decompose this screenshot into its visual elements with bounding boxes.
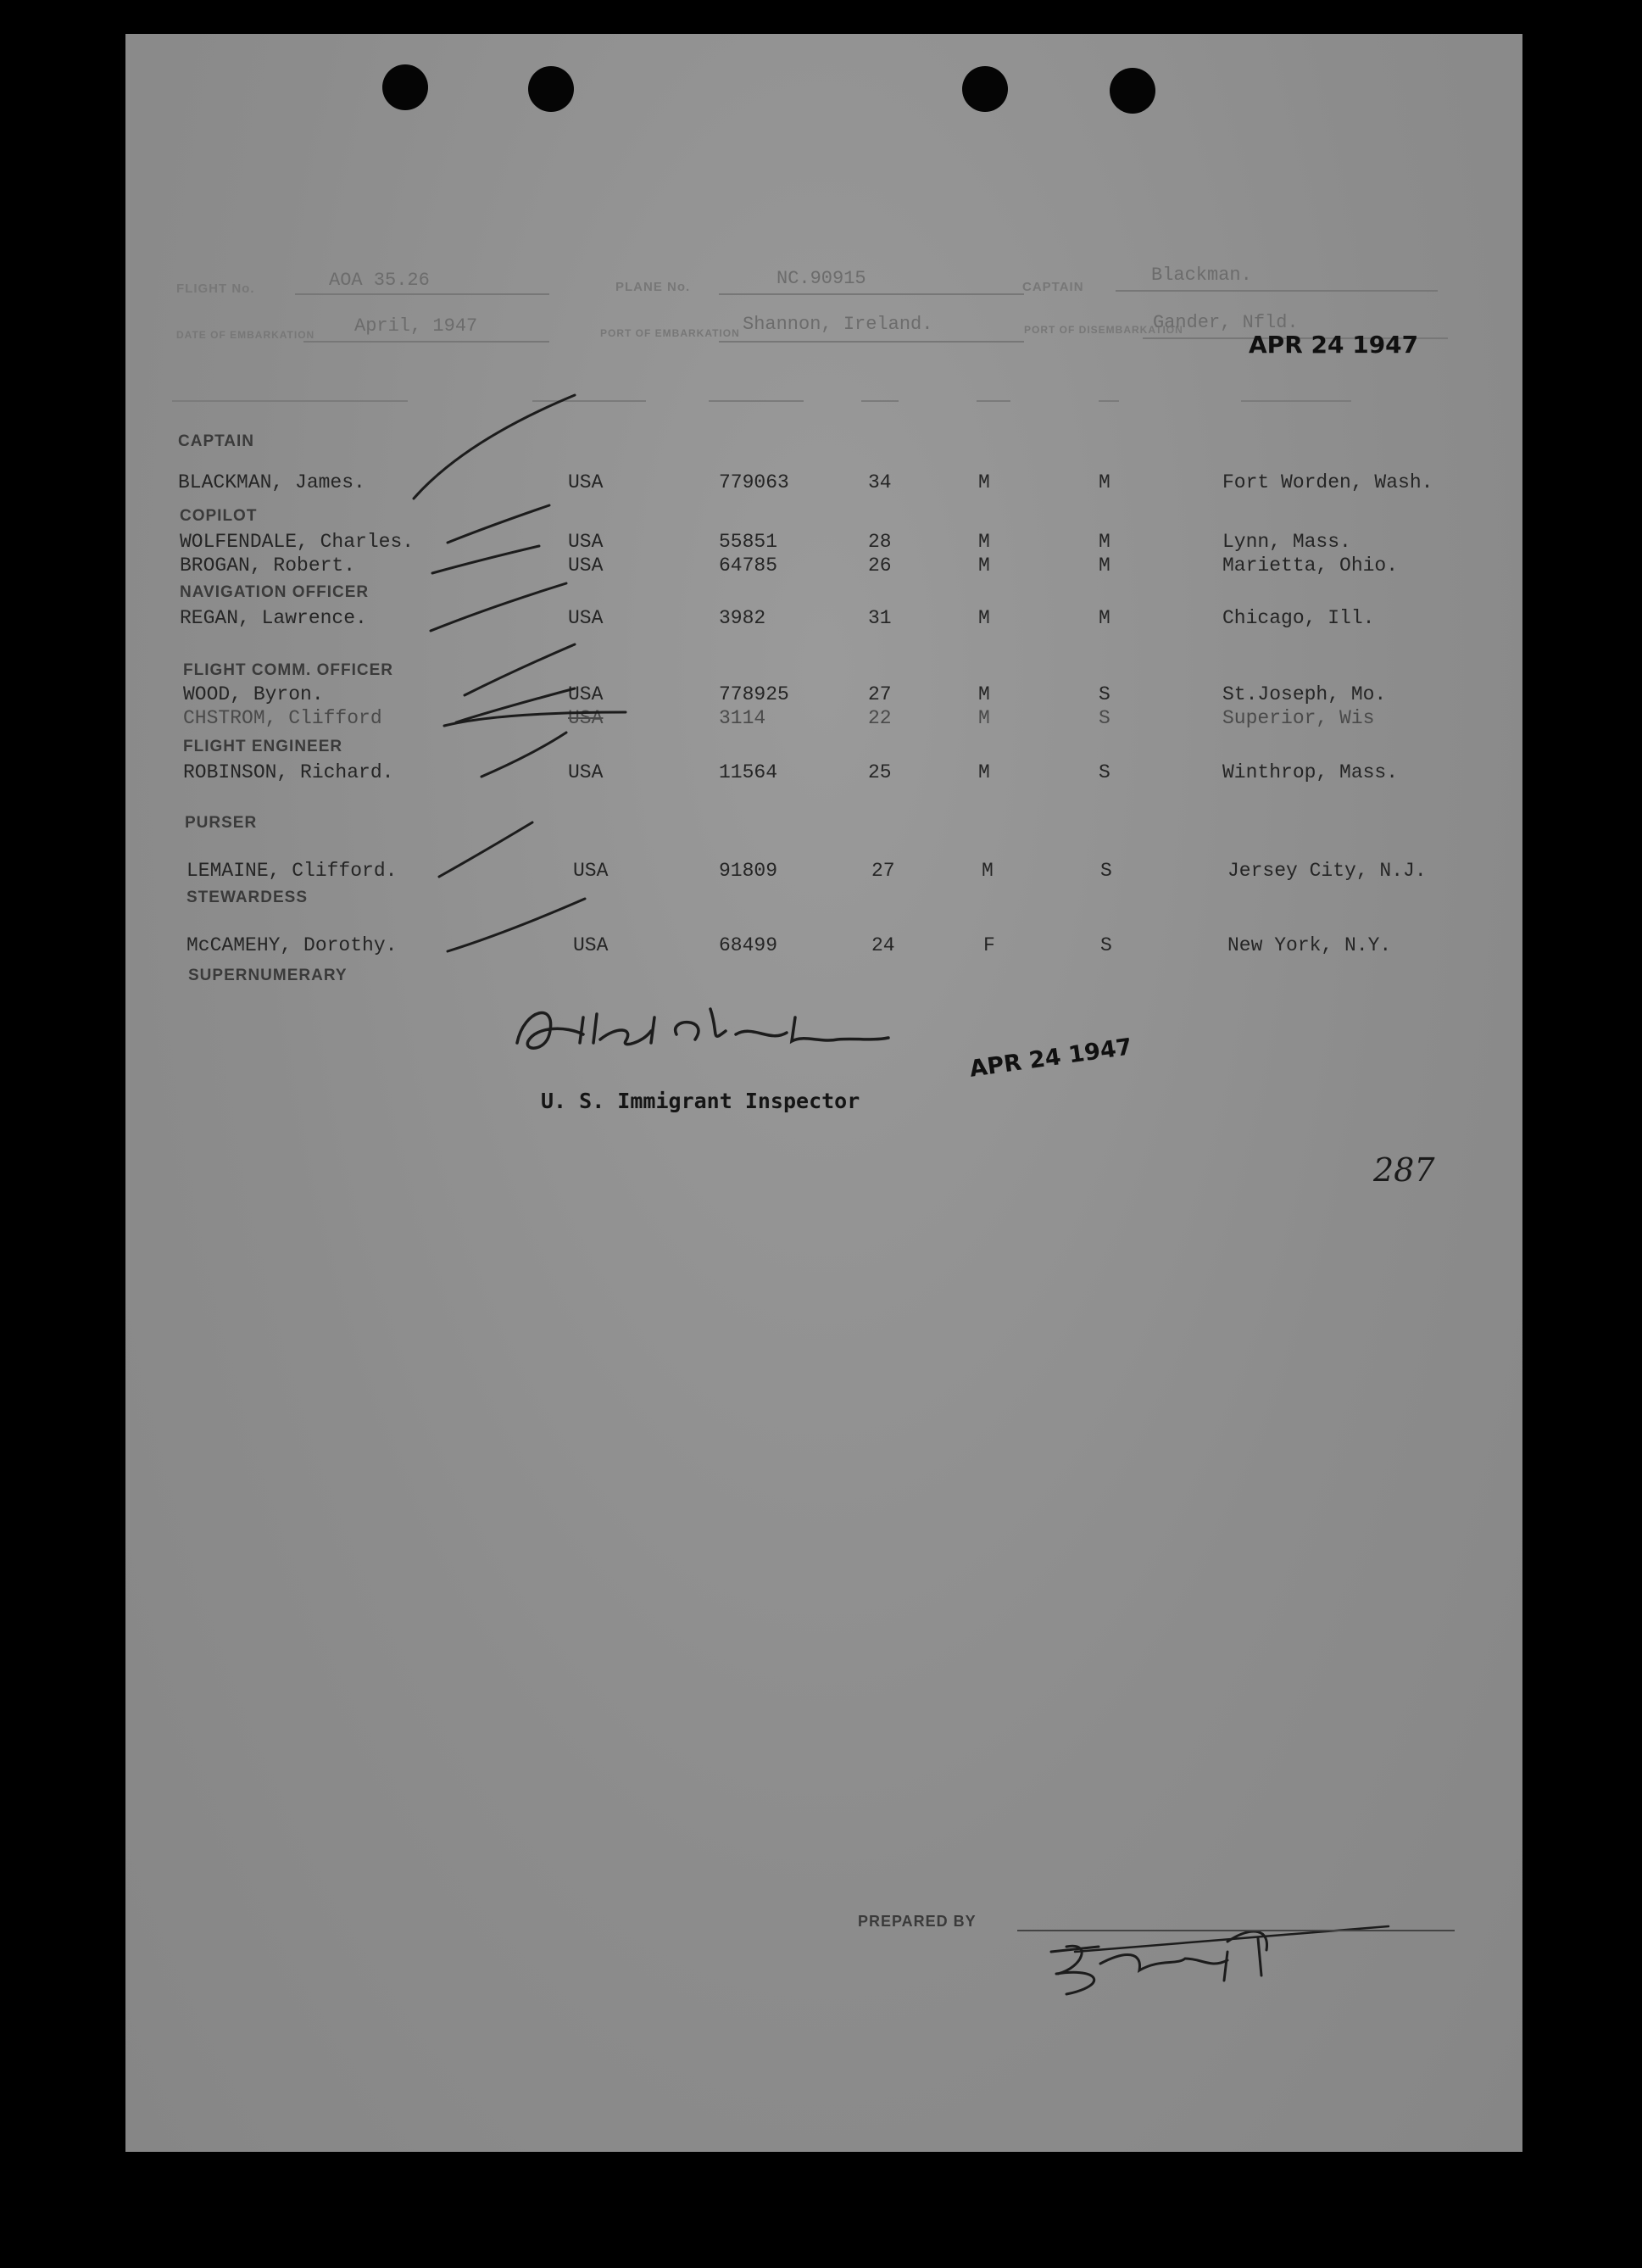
crew-name: WOLFENDALE, Charles. xyxy=(180,531,415,553)
crew-sex: M xyxy=(978,607,990,629)
crew-sex: M xyxy=(982,860,994,882)
crew-passport: 779063 xyxy=(719,471,789,493)
flight-no-value: AOA 35.26 xyxy=(329,270,430,291)
port-emb-value: Shannon, Ireland. xyxy=(743,314,933,335)
crew-name: McCAMEHY, Dorothy. xyxy=(186,934,398,956)
supernumerary-label: SUPERNUMERARY xyxy=(188,967,348,984)
crew-age: 26 xyxy=(868,554,892,577)
crew-name: BROGAN, Robert. xyxy=(180,554,356,577)
date-value: April, 1947 xyxy=(354,315,478,337)
crew-sex: M xyxy=(978,761,990,783)
crew-marital-status: S xyxy=(1100,934,1112,956)
crew-passport: 64785 xyxy=(719,554,778,577)
inspector-label: U. S. Immigrant Inspector xyxy=(541,1089,860,1113)
date-stamp-inspector: APR 24 1947 xyxy=(967,1034,1134,1083)
crew-marital-status: S xyxy=(1100,860,1112,882)
crew-marital-status: M xyxy=(1099,531,1110,553)
date-label: DATE OF EMBARKATION xyxy=(176,329,315,341)
crew-nationality: USA xyxy=(568,707,604,729)
crew-nationality: USA xyxy=(573,934,609,956)
crew-passport: 55851 xyxy=(719,531,778,553)
crew-nationality: USA xyxy=(568,761,604,783)
port-dis-label: PORT OF DISEMBARKATION xyxy=(1024,324,1183,336)
crew-address: St.Joseph, Mo. xyxy=(1222,683,1387,705)
crew-address: Jersey City, N.J. xyxy=(1227,860,1427,882)
crew-name: BLACKMAN, James. xyxy=(178,471,365,493)
crew-marital-status: S xyxy=(1099,683,1110,705)
prepared-by-label: PREPARED BY xyxy=(858,1913,977,1930)
plane-no-value: NC.90915 xyxy=(776,268,866,289)
crew-nationality: USA xyxy=(568,683,604,705)
crew-age: 31 xyxy=(868,607,892,629)
captain-value: Blackman. xyxy=(1151,265,1252,286)
crew-sex: M xyxy=(978,683,990,705)
role-label: FLIGHT COMM. OFFICER xyxy=(183,661,393,679)
flight-no-label: FLIGHT No. xyxy=(176,281,255,296)
crew-address: Marietta, Ohio. xyxy=(1222,554,1399,577)
crew-age: 22 xyxy=(868,707,892,729)
date-stamp-top: APR 24 1947 xyxy=(1249,331,1419,359)
crew-nationality: USA xyxy=(573,860,609,882)
crew-name: LEMAINE, Clifford. xyxy=(186,860,398,882)
crew-nationality: USA xyxy=(568,531,604,553)
crew-age: 24 xyxy=(871,934,895,956)
crew-nationality: USA xyxy=(568,554,604,577)
crew-passport: 778925 xyxy=(719,683,789,705)
crew-marital-status: M xyxy=(1099,607,1110,629)
crew-sex: M xyxy=(978,707,990,729)
role-label: PURSER xyxy=(185,814,258,832)
crew-address: Winthrop, Mass. xyxy=(1222,761,1399,783)
role-label: FLIGHT ENGINEER xyxy=(183,738,343,755)
crew-name: CHSTROM, Clifford xyxy=(183,707,382,729)
crew-passport: 11564 xyxy=(719,761,778,783)
crew-address: Chicago, Ill. xyxy=(1222,607,1375,629)
crew-name: WOOD, Byron. xyxy=(183,683,324,705)
crew-sex: M xyxy=(978,531,990,553)
crew-age: 34 xyxy=(868,471,892,493)
crew-age: 27 xyxy=(868,683,892,705)
port-dis-value: Gander, Nfld. xyxy=(1153,312,1299,333)
crew-age: 28 xyxy=(868,531,892,553)
manifest-page xyxy=(125,34,1522,2152)
crew-address: Lynn, Mass. xyxy=(1222,531,1351,553)
role-label: STEWARDESS xyxy=(186,889,309,906)
crew-passport: 91809 xyxy=(719,860,778,882)
plane-no-label: PLANE No. xyxy=(615,280,691,294)
crew-passport: 68499 xyxy=(719,934,778,956)
role-label: NAVIGATION OFFICER xyxy=(180,583,370,601)
crew-passport: 3982 xyxy=(719,607,766,629)
crew-marital-status: M xyxy=(1099,471,1110,493)
crew-name: REGAN, Lawrence. xyxy=(180,607,367,629)
crew-age: 27 xyxy=(871,860,895,882)
crew-address: Fort Worden, Wash. xyxy=(1222,471,1433,493)
crew-address: New York, N.Y. xyxy=(1227,934,1392,956)
crew-marital-status: S xyxy=(1099,761,1110,783)
crew-address: Superior, Wis xyxy=(1222,707,1375,729)
crew-sex: M xyxy=(978,554,990,577)
crew-marital-status: S xyxy=(1099,707,1110,729)
crew-age: 25 xyxy=(868,761,892,783)
crew-marital-status: M xyxy=(1099,554,1110,577)
page-number: 287 xyxy=(1373,1151,1435,1189)
role-label: CAPTAIN xyxy=(178,432,255,450)
crew-name: ROBINSON, Richard. xyxy=(183,761,394,783)
crew-sex: F xyxy=(983,934,995,956)
role-label: COPILOT xyxy=(180,507,258,525)
crew-nationality: USA xyxy=(568,471,604,493)
port-emb-label: PORT OF EMBARKATION xyxy=(600,327,740,339)
crew-sex: M xyxy=(978,471,990,493)
crew-passport: 3114 xyxy=(719,707,766,729)
captain-label: CAPTAIN xyxy=(1022,280,1084,294)
crew-nationality: USA xyxy=(568,607,604,629)
